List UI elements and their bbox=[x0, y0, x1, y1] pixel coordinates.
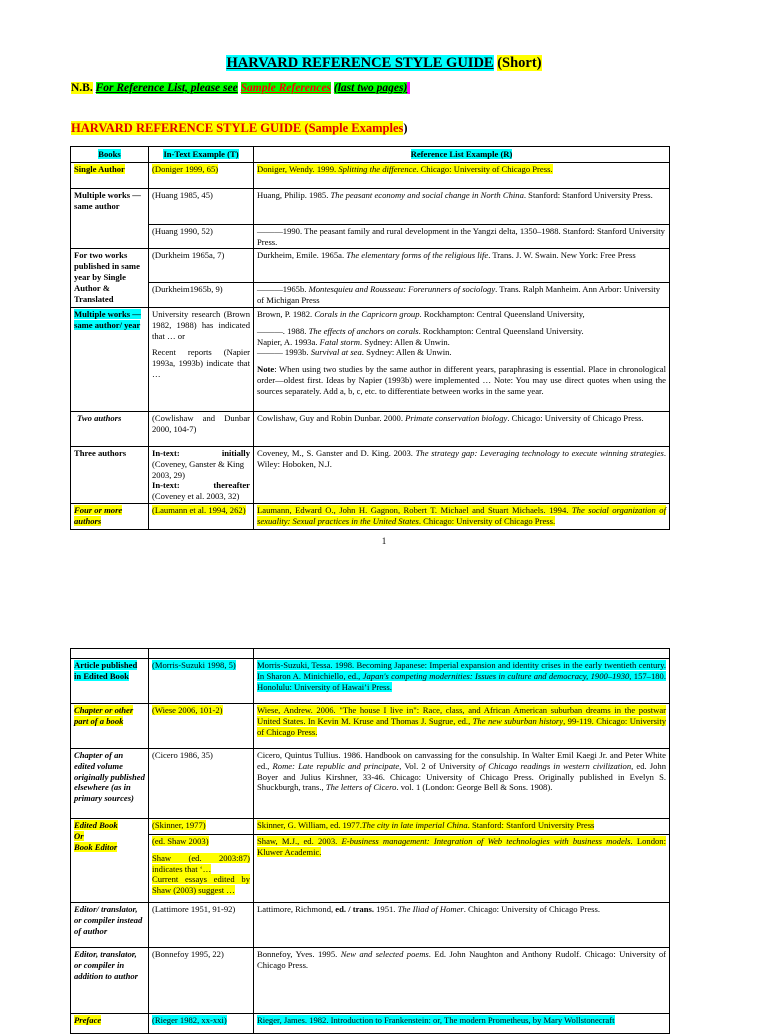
column-header-books: Books bbox=[71, 147, 149, 163]
intext-chapter: (Wiese 2006, 101-2) bbox=[149, 704, 254, 749]
row-label-chapter: Chapter or other part of a book bbox=[71, 704, 149, 749]
page-title bbox=[0, 55, 768, 72]
row-label-two-works: For two works published in same year by Single Author & Translated bbox=[71, 249, 149, 308]
intext-chapter-edited: (Cicero 1986, 35) bbox=[149, 749, 254, 819]
nb-label: N.B. bbox=[71, 82, 93, 94]
intext-single-author: (Doniger 1999, 65) bbox=[149, 162, 254, 188]
intext-edited-book-1: (Skinner, 1977) bbox=[149, 819, 254, 835]
title-text: HARVARD REFERENCE STYLE GUIDE bbox=[226, 55, 494, 71]
table-row bbox=[71, 704, 670, 749]
table-row bbox=[71, 224, 670, 249]
table-row bbox=[71, 249, 670, 283]
table-row bbox=[71, 446, 670, 503]
intext-two-works-1: (Durkheim 1965a, 7) bbox=[149, 249, 254, 283]
page-number: 1 bbox=[381, 536, 387, 546]
ref-editor-translator: Lattimore, Richmond, ed. / trans. 1951. The Iliad of Homer. Chicago: University of Chicago Press. bbox=[254, 903, 670, 948]
row-label-preface: Preface bbox=[71, 1014, 149, 1034]
ref-multiple-works-2: ———1990. The peasant family and rural development in the Yangzi delta, 1350–1988. Stanford: Stanford University Press. bbox=[254, 224, 670, 249]
intext-msy-1: University research (Brown 1982, 1988) has indicated that … or bbox=[152, 308, 250, 341]
row-label-multiple-same-year: Multiple works —same author/ year bbox=[71, 307, 149, 411]
row-label-three-authors: Three authors bbox=[71, 446, 149, 503]
intext-preface: (Rieger 1982, xx-xxi) bbox=[149, 1014, 254, 1034]
ref-edited-book-2: Shaw, M.J., ed. 2003. E-business management: Integration of Web technologies with business models. London: Kluwer Academic. bbox=[254, 835, 670, 903]
reference-table-2 bbox=[70, 648, 670, 1034]
intext-two-authors: (Cowlishaw and Dunbar 2000, 104-7) bbox=[149, 411, 254, 446]
intext-multiple-works-2: (Huang 1990, 52) bbox=[149, 224, 254, 249]
reference-table-1 bbox=[70, 146, 670, 530]
ref-chapter: Wiese, Andrew. 2006. "The house I live in": Race, class, and African American suburban dreams in the postwar United States. In Kevin M. Kruse and Thomas J. Sugrue, ed., The new suburban history, 99-119. Chicago: University of Chicago Press. bbox=[254, 704, 670, 749]
intext-edited-book-2: (ed. Shaw 2003) Shaw (ed. 2003:87) indicates that ‘… Current essays edited by Shaw (2003) suggest … bbox=[149, 835, 254, 903]
subtitle-main: HARVARD REFERENCE STYLE GUIDE ( bbox=[71, 121, 309, 135]
intext-article: (Morris-Suzuki 1998, 5) bbox=[149, 659, 254, 704]
ref-two-works-2: ———1965b. Montesquieu and Rousseau: Forerunners of sociology. Trans. Ralph Manheim. Ann Arbor: University of Michigan Press bbox=[254, 283, 670, 308]
row-label-two-authors: Two authors bbox=[71, 411, 149, 446]
ref-article: Morris-Suzuki, Tessa. 1998. Becoming Japanese: Imperial expansion and identity crises in the early twentieth century. In Sharon A. Minichiello, ed., Japan's competing modernities: Issues in culture and democracy, 1900–1930, 157–180. Honolulu: University of Hawai’i Press. bbox=[254, 659, 670, 704]
ref-two-authors: Cowlishaw, Guy and Robin Dunbar. 2000. Primate conservation biology. Chicago: University of Chicago Press. bbox=[254, 411, 670, 446]
intext-editor-translator: (Lattimore 1951, 91-92) bbox=[149, 903, 254, 948]
row-label-single-author: Single Author bbox=[71, 162, 149, 188]
row-label-editor-translator: Editor/ translator, or compiler instead of author bbox=[71, 903, 149, 948]
section-subtitle bbox=[71, 121, 408, 136]
ref-four-authors: Laumann, Edward O., John H. Gagnon, Robert T. Michael and Stuart Michaels. 1994. The social organization of sexuality: Sexual practices in the United States. Chicago: University of Chicago Press. bbox=[254, 503, 670, 529]
table-row bbox=[71, 835, 670, 903]
ref-three-authors: Coveney, M., S. Ganster and D. King. 2003. The strategy gap: Leveraging technology to execute winning strategies. Wiley: Hoboken, N.J. bbox=[254, 446, 670, 503]
subtitle-end: ) bbox=[403, 121, 408, 135]
row-label-chapter-edited: Chapter of an edited volume originally published elsewhere (as in primary sources) bbox=[71, 749, 149, 819]
intext-msy-2: Recent reports (Napier 1993a, 1993b) indicate that … bbox=[152, 347, 250, 379]
ref-editor-addition: Bonnefoy, Yves. 1995. New and selected poems. Ed. John Naughton and Anthony Rudolf. Chicago: University of Chicago Press. bbox=[254, 948, 670, 1014]
table-row bbox=[71, 188, 670, 224]
column-header-reflist: Reference List Example (R) bbox=[254, 147, 670, 163]
intext-two-works-2: (Durkheim1965b, 9) bbox=[149, 283, 254, 308]
nb-tail: (last two pages) bbox=[334, 82, 410, 94]
subtitle-highlight: Sample Examples bbox=[308, 121, 404, 135]
row-label-multiple-works: Multiple works —same author bbox=[71, 188, 149, 249]
intext-multiple-works-1: (Huang 1985, 45) bbox=[149, 188, 254, 224]
row-label-article: Article published in Edited Book bbox=[71, 659, 149, 704]
ref-two-works-1: Durkheim, Emile. 1965a. The elementary forms of the religious life. Trans. J. W. Swain. New York: Free Press bbox=[254, 249, 670, 283]
table-row bbox=[71, 411, 670, 446]
ref-single-author: Doniger, Wendy. 1999. Splitting the difference. Chicago: University of Chicago Press. bbox=[254, 162, 670, 188]
row-label-editor-addition: Editor, translator, or compiler in addition to author bbox=[71, 948, 149, 1014]
ref-multiple-same-year: Brown, P. 1982. Corals in the Capricorn group. Rockhampton: Central Queensland University, ———. 1988. The effects of anchors on corals. Rockhampton: Central Queensland University. Napier, A. 1993a. Fatal storm. Sydney: Allen & Unwin. ——— 1993b. Survival at sea. Sydney: Allen & Unwin. Note: When using two studies by the same author in different years, paraphrasing is essential. Place in chronological order—oldest first. Ideas by Napier (1993b) were implemented … Note: You may use direct quotes when using the sources separately. Add a, b, c, etc. to differentiate between works in the same year. bbox=[254, 307, 670, 411]
ref-chapter-edited: Cicero, Quintus Tullius. 1986. Handbook on canvassing for the consulship. In Walter Emil Kaegi Jr. and Peter White ed., Rome: Late republic and principate, Vol. 2 of University of Chicago readings in western civilization, ed. John Boyer and Julius Kirshner, 33-46. Chicago: University of Chicago Press. Originally published in Evelyn S. Shuckburgh, trans., The letters of Cicero. vol. 1 (London: George Bell & Sons. 1908). bbox=[254, 749, 670, 819]
row-label-edited-book: Edited Book Or Book Editor bbox=[71, 819, 149, 903]
nb-text: For Reference List, please see bbox=[95, 82, 238, 94]
column-header-intext: In-Text Example (T) bbox=[149, 147, 254, 163]
table-row bbox=[71, 749, 670, 819]
ref-preface: Rieger, James. 1982. Introduction to Frankenstein: or, The modern Prometheus, by Mary Wollstonecraft bbox=[254, 1014, 670, 1034]
nb-note bbox=[71, 82, 410, 94]
note-text: Note: When using two studies by the same author in different years, paraphrasing is essential. Place in chronological order—oldest first. Ideas by Napier (1993b) were implemented … Note: You may use direct quotes when using the sources separately. Add a, b, c, etc. to differentiate between works in the same year. bbox=[257, 364, 666, 396]
table-row bbox=[71, 307, 670, 411]
table-header-row bbox=[71, 147, 670, 163]
ref-edited-book-1: Skinner, G. William, ed. 1977.The city in late imperial China. Stanford: Stanford University Press bbox=[254, 819, 670, 835]
table-row bbox=[71, 659, 670, 704]
intext-editor-addition: (Bonnefoy 1995, 22) bbox=[149, 948, 254, 1014]
table-row bbox=[71, 903, 670, 948]
row-label-four-authors: Four or more authors bbox=[71, 503, 149, 529]
table-row bbox=[71, 819, 670, 835]
nb-link[interactable]: Sample References bbox=[240, 82, 331, 94]
ref-multiple-works-1: Huang, Philip. 1985. The peasant economy and social change in North China. Stanford: Stanford University Press. bbox=[254, 188, 670, 224]
table-row bbox=[71, 948, 670, 1014]
table-row bbox=[71, 283, 670, 308]
table-row bbox=[71, 162, 670, 188]
intext-four-authors: (Laumann et al. 1994, 262) bbox=[149, 503, 254, 529]
title-suffix: (Short) bbox=[497, 55, 542, 71]
intext-three-authors: In-text: initially (Coveney, Ganster & King 2003, 29) In-text: thereafter (Coveney et al. 2003, 32) bbox=[149, 446, 254, 503]
table-row bbox=[71, 503, 670, 529]
table-row-empty bbox=[71, 649, 670, 659]
intext-multiple-same-year bbox=[149, 307, 254, 411]
